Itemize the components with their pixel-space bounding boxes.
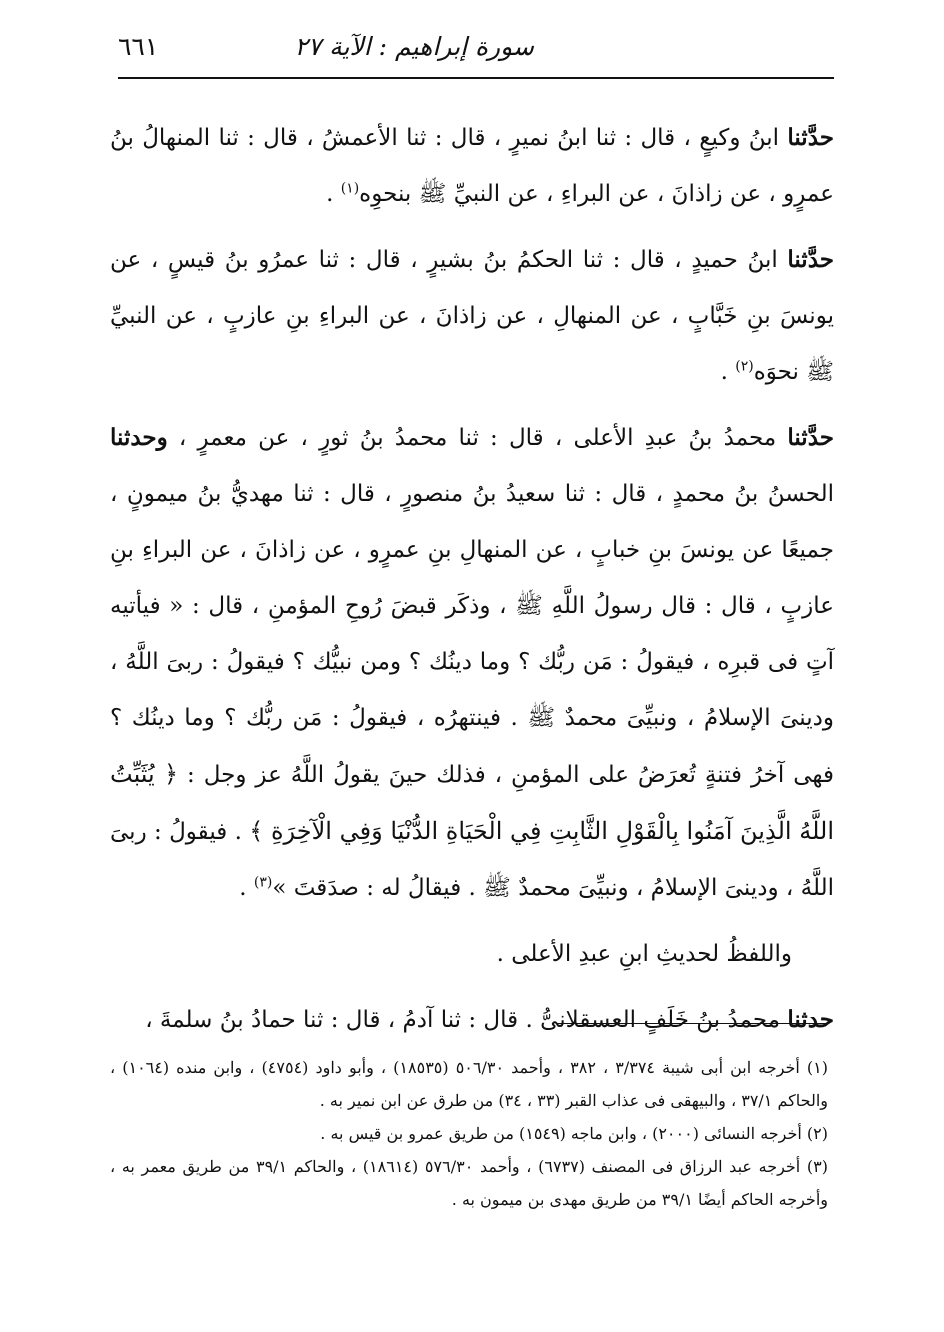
paragraph-5 (110, 992, 834, 1048)
closing-note: واللفظُ لحديثِ ابنِ عبدِ الأعلى . (496, 941, 792, 967)
quran-verse: ﴿ يُثَبِّتُ اللَّهُ الَّذِينَ آمَنُوا بِالْقَوْلِ الثَّابِتِ فِي الْحَيَاةِ الدُّنْيَا وَفِي الْآخِرَةِ ﴾ (110, 760, 835, 845)
hadith-lead-2: وحدثنا (110, 424, 168, 451)
header-divider (118, 77, 834, 79)
footnote-divider (556, 1023, 828, 1024)
footnote-marker-3[interactable]: (٣) (253, 874, 273, 891)
hadith-lead: حدَّثنا (787, 246, 834, 273)
paragraph-4 (110, 926, 834, 982)
footnotes (110, 1051, 828, 1216)
main-text (110, 110, 834, 1048)
hadith-lead: حدَّثنا (787, 124, 834, 151)
paragraph-text: الحسنُ بنُ محمدٍ ، قال : ثنا سعيدُ بنُ منصورٍ ، قال : ثنا مهديُّ بنُ ميمونٍ ، جميعًا عن يونسَ بنِ خبابٍ ، عن المنهالِ بنِ عمرٍو ، عن زاذانَ ، عن البراءِ بنِ عازبٍ ، قال : قال رسولُ اللَّهِ ﷺ ، وذكَر قبضَ رُوحِ المؤمنِ ، قال : « فيأتيه آتٍ فى قبرِه ، فيقولُ : مَن ربُّك ؟ وما دينُك ؟ ومن نبيُّك ؟ فيقولُ : ربىَ اللَّهُ ، ودينىَ الإسلامُ ، ونبيِّىَ محمدٌ ﷺ . فينتهرُه ، فيقولُ : مَن ربُّك ؟ وما دينُك ؟ فهى آخرُ فتنةٍ تُعرَضُ على المؤمنِ ، فذلك حينَ يقولُ اللَّهُ عز وجل : (110, 481, 834, 788)
hadith-lead: حدثنا (787, 1006, 834, 1033)
paragraph-3 (110, 410, 834, 916)
paragraph-2 (110, 232, 834, 400)
running-header (118, 28, 834, 68)
paragraph-text: محمدُ بنُ عبدِ الأعلى ، قال : ثنا محمدُ بنُ ثورٍ ، عن معمرٍ ، (167, 425, 788, 451)
paragraph-end: . (720, 359, 736, 385)
paragraph-end: . (326, 181, 341, 207)
paragraph-text: ابنُ حميدٍ ، قال : ثنا الحكمُ بنُ بشيرٍ ، قال : ثنا عمرُو بنُ قيسٍ ، عن يونسَ بنِ خَبَّابٍ ، عن المنهالِ ، عن زاذانَ ، عن البراءِ بنِ عازبٍ ، عن النبيِّ ﷺ نحوَه (110, 247, 834, 385)
paragraph-text: ابنُ وكيعٍ ، قال : ثنا ابنُ نميرٍ ، قال : ثنا الأعمشُ ، قال : ثنا المنهالُ بنُ عمرٍو ، عن زاذانَ ، عن البراءِ ، عن النبيِّ ﷺ بنحوِه (110, 125, 834, 207)
header-title: سورة إبراهيم : الآية ٢٧ (294, 32, 534, 61)
paragraph-text: محمدُ بنُ خَلَفٍ العسقلانىُّ . قال : ثنا آدمُ ، قال : ثنا حمادُ بنُ سلمةَ ، (145, 1007, 788, 1033)
footnote-1: (١) أخرجه ابن أبى شيبة ٣/٣٧٤ ، ٣٨٢ ، وأحمد ٥٠٦/٣٠ (١٨٥٣٥) ، وأبو داود (٤٧٥٤) ، وابن منده (١٠٦٤) ، والحاكم ٣٧/١ ، والبيهقى فى عذاب القبر (٣٣ ، ٣٤) من طرق عن ابن نمير به . (110, 1058, 829, 1110)
paragraph-text: . فيقولُ : ربىَ اللَّهُ ، ودينىَ الإسلامُ ، ونبيِّىَ محمدٌ ﷺ . فيقالُ له : صدَقتَ » (110, 819, 834, 901)
footnote-marker-1[interactable]: (١) (340, 180, 360, 197)
footnote-marker-2[interactable]: (٢) (735, 358, 754, 375)
paragraph-1 (110, 110, 834, 222)
page-number: ٦٦١ (118, 32, 159, 61)
paragraph-end: . (239, 875, 254, 901)
hadith-lead: حدَّثنا (787, 424, 834, 451)
footnote-2: (٢) أخرجه النسائى (٢٠٠٠) ، وابن ماجه (١٥٤٩) من طريق عمرو بن قيس به . (320, 1124, 828, 1143)
footnote-3: (٣) أخرجه عبد الرزاق فى المصنف (٦٧٣٧) ، وأحمد ٥٧٦/٣٠ (١٨٦١٤) ، والحاكم ٣٩/١ من طريق معمر به ، وأخرجه الحاكم أيضًا ٣٩/١ من طريق مهدى بن ميمون به . (110, 1157, 828, 1209)
